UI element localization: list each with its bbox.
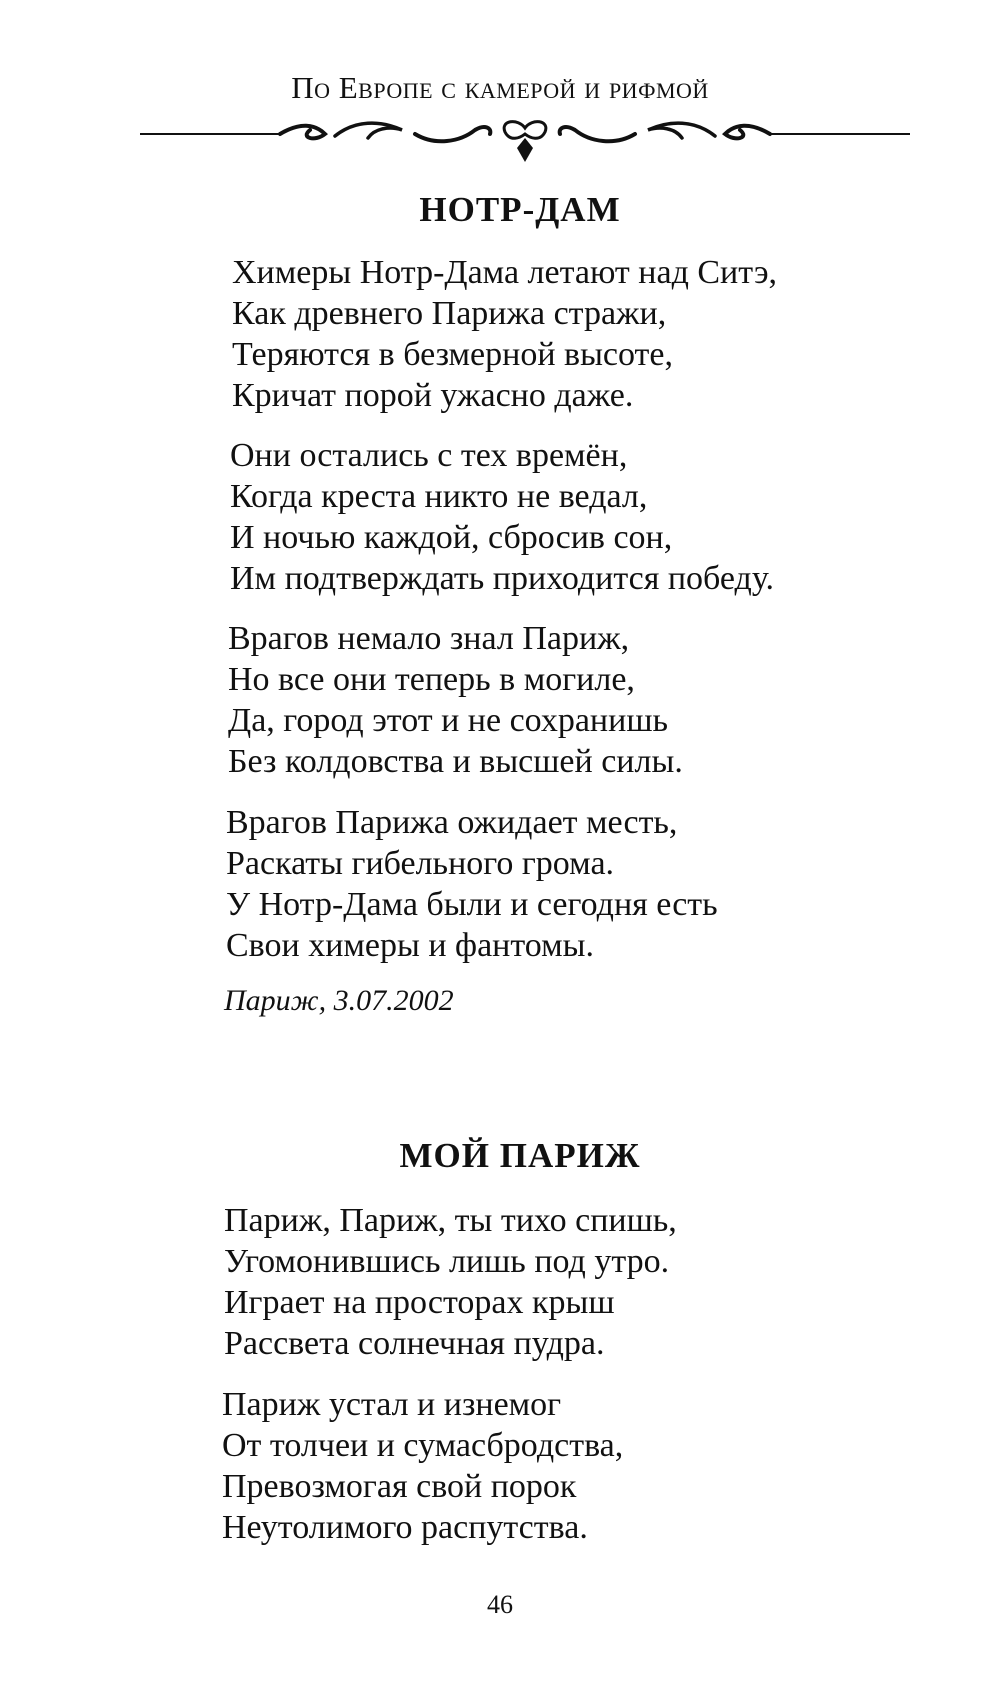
stanza [228,618,683,782]
stanza [232,252,777,416]
verse-line: Кричат порой ужасно даже. [232,377,634,414]
verse-line: Им подтверждать приходится победу. [230,560,774,597]
ornament-divider-icon [140,112,910,174]
verse-line: Париж, Париж, ты тихо спишь, [224,1202,677,1239]
verse-line: Превозмогая свой порок [222,1468,577,1505]
running-head: По Европе с камерой и рифмой [291,70,709,105]
verse-line: Врагов Парижа ожидает месть, [226,804,678,841]
poem-title: МОЙ ПАРИЖ [399,1136,641,1175]
stanza [230,435,774,599]
verse-line: Играет на просторах крыш [224,1284,615,1321]
verse-line: Без колдовства и высшей силы. [228,743,683,780]
stanza [226,802,718,966]
verse-line: Да, город этот и не сохранишь [228,702,669,739]
verse-line: Химеры Нотр-Дама летают над Ситэ, [232,254,778,291]
verse-line: Раскаты гибельного грома. [226,845,615,882]
verse-line: Угомонившись лишь под утро. [224,1243,670,1280]
verse-line: У Нотр-Дама были и сегодня есть [226,886,718,923]
verse-line: Врагов немало знал Париж, [228,620,630,657]
poem-notre-dame [0,190,1000,1017]
poem-title: НОТР-ДАМ [419,190,621,229]
verse-line: Париж устал и изнемог [222,1386,562,1423]
verse-line: Рассвета солнечная пудра. [224,1325,605,1362]
verse-line: Как древнего Парижа стражи, [232,295,667,332]
verse-line: И ночью каждой, сбросив сон, [230,519,673,556]
stanza [222,1384,623,1548]
verse-line: Они остались с тех времён, [230,437,628,474]
verse-line: Теряются в безмерной высоте, [232,336,674,373]
verse-line: Но все они теперь в могиле, [228,661,635,698]
page-number: 46 [487,1590,513,1619]
verse-line: Неутолимого распутства. [222,1509,588,1546]
verse-line: Когда креста никто не ведал, [230,478,648,515]
stanza [224,1200,677,1364]
verse-line: Свои химеры и фантомы. [226,927,594,964]
poem-my-paris [0,1136,1000,1546]
verse-line: От толчеи и сумасбродства, [222,1427,624,1464]
poem-dateline: Париж, 3.07.2002 [224,984,454,1017]
